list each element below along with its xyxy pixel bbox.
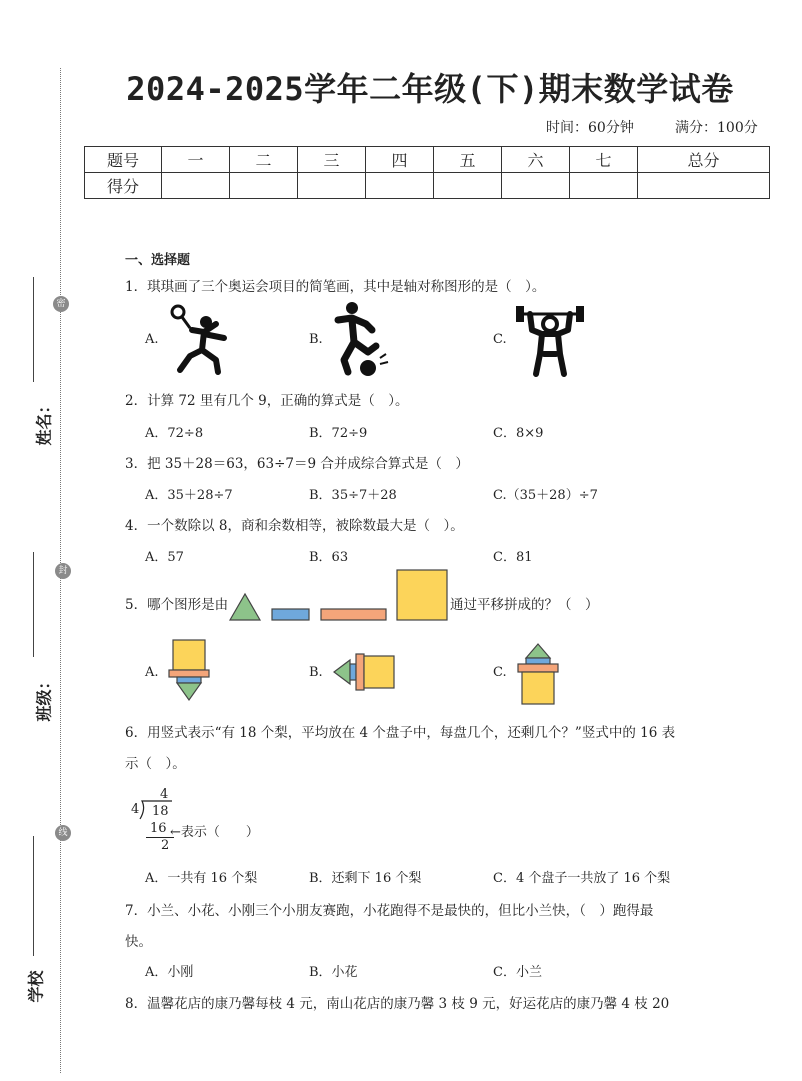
class-write-line bbox=[33, 552, 34, 657]
q3-option-c: C.（35＋28）÷7 bbox=[493, 488, 598, 503]
table-col-header: 二 bbox=[230, 147, 298, 173]
question-8-text: 8．温馨花店的康乃馨每枝 4 元，南山花店的康乃馨 3 枝 9 元，好运花店的康乃馨 4 枝 20 bbox=[125, 996, 670, 1012]
q7-option-c: C．小兰 bbox=[493, 965, 542, 980]
score-cell[interactable] bbox=[298, 173, 366, 199]
question-3-text: 3．把 35＋28＝63，63÷7＝9 合并成综合算式是（ ） bbox=[125, 456, 469, 472]
table-row-header: 得分 bbox=[85, 173, 162, 199]
name-label: 姓名： bbox=[34, 397, 54, 446]
table-col-header: 一 bbox=[162, 147, 230, 173]
q4-option-b: B．63 bbox=[309, 550, 349, 565]
question-1-text: 1．琪琪画了三个奥运会项目的简笔画，其中是轴对称图形的是（ ）。 bbox=[125, 279, 546, 295]
question-5-text-after: 通过平移拼成的？（ ） bbox=[450, 597, 599, 613]
q6-option-b: B．还剩下 16 个梨 bbox=[309, 871, 422, 886]
score-cell[interactable] bbox=[570, 173, 638, 199]
q3-option-a: A．35＋28÷7 bbox=[145, 488, 233, 503]
question-6-text-line2: 示（ ）。 bbox=[125, 756, 186, 772]
q5-option-b-figure bbox=[332, 652, 396, 692]
green-triangle bbox=[230, 594, 260, 620]
score-cell[interactable] bbox=[366, 173, 434, 199]
question-6-text-line1: 6．用竖式表示“有 18 个梨，平均放在 4 个盘子中，每盘几个，还剩几个？”竖式中的 16 表 bbox=[125, 725, 676, 741]
q1-option-b-label: B. bbox=[309, 332, 323, 347]
division-quotient: 4 bbox=[160, 787, 169, 802]
score-cell[interactable] bbox=[434, 173, 502, 199]
question-4-text: 4．一个数除以 8，商和余数相等，被除数最大是（ ）。 bbox=[125, 518, 464, 534]
table-col-header: 六 bbox=[502, 147, 570, 173]
q5-option-a-figure bbox=[165, 638, 215, 706]
q5-option-b-label: B. bbox=[309, 665, 323, 680]
q5-option-a-label: A. bbox=[145, 665, 159, 680]
score-cell[interactable] bbox=[230, 173, 298, 199]
division-product: 16 bbox=[150, 821, 167, 836]
division-line bbox=[146, 837, 174, 838]
question-5-text-before: 5．哪个图形是由 bbox=[125, 597, 229, 613]
table-col-header: 总分 bbox=[638, 147, 770, 173]
q2-option-b: B．72÷9 bbox=[309, 426, 368, 441]
question-2-text: 2．计算 72 里有几个 9，正确的算式是（ ）。 bbox=[125, 393, 409, 409]
division-remainder: 2 bbox=[161, 838, 170, 853]
exam-time: 时间：60分钟 bbox=[546, 120, 634, 136]
q4-option-c: C．81 bbox=[493, 550, 533, 565]
q2-option-a: A．72÷8 bbox=[145, 426, 204, 441]
question-7-text-line2: 快。 bbox=[125, 934, 152, 950]
score-cell[interactable] bbox=[162, 173, 230, 199]
score-table bbox=[84, 146, 770, 199]
name-write-line bbox=[33, 277, 34, 382]
q5-option-c-figure bbox=[514, 642, 562, 706]
table-col-header: 七 bbox=[570, 147, 638, 173]
section-heading: 一、选择题 bbox=[125, 253, 191, 268]
badminton-player-icon bbox=[168, 304, 234, 376]
table-col-header: 三 bbox=[298, 147, 366, 173]
division-dividend: 18 bbox=[152, 804, 169, 819]
blue-rectangle bbox=[272, 609, 309, 620]
table-col-header: 四 bbox=[366, 147, 434, 173]
yellow-square bbox=[397, 570, 447, 620]
seal-mi: 密 bbox=[53, 296, 69, 312]
q7-option-b: B．小花 bbox=[309, 965, 358, 980]
weightlifter-icon bbox=[516, 304, 584, 378]
q5-component-shapes bbox=[228, 568, 454, 624]
question-7-text-line1: 7．小兰、小花、小刚三个小朋友赛跑，小花跑得不是最快的，但比小兰快，（ ）跑得最 bbox=[125, 903, 654, 919]
table-row-header: 题号 bbox=[85, 147, 162, 173]
q1-option-c-label: C. bbox=[493, 332, 507, 347]
division-note: ←表示（ ） bbox=[170, 825, 259, 840]
score-table-header-row bbox=[85, 147, 770, 173]
school-write-line bbox=[33, 836, 34, 956]
score-table-score-row bbox=[85, 173, 770, 199]
page-title: 2024-2025学年二年级(下)期末数学试卷 bbox=[126, 70, 734, 108]
class-label: 班级： bbox=[34, 673, 54, 722]
seal-xian: 线 bbox=[55, 825, 71, 841]
q5-option-c-label: C. bbox=[493, 665, 507, 680]
q2-option-c: C．8×9 bbox=[493, 426, 544, 441]
table-col-header: 五 bbox=[434, 147, 502, 173]
seal-feng: 封 bbox=[55, 563, 71, 579]
q1-option-a-label: A. bbox=[145, 332, 159, 347]
q4-option-a: A．57 bbox=[145, 550, 184, 565]
school-label: 学校 bbox=[26, 970, 46, 1003]
q6-option-a: A．一共有 16 个梨 bbox=[145, 871, 258, 886]
full-score: 满分：100分 bbox=[675, 120, 758, 136]
q7-option-a: A．小刚 bbox=[145, 965, 194, 980]
q6-option-c: C．4 个盘子一共放了 16 个梨 bbox=[493, 871, 671, 886]
q3-option-b: B．35÷7＋28 bbox=[309, 488, 397, 503]
score-cell[interactable] bbox=[638, 173, 770, 199]
division-divisor: 4 bbox=[131, 802, 140, 817]
orange-rectangle bbox=[321, 609, 386, 620]
score-cell[interactable] bbox=[502, 173, 570, 199]
soccer-player-icon bbox=[330, 300, 392, 378]
